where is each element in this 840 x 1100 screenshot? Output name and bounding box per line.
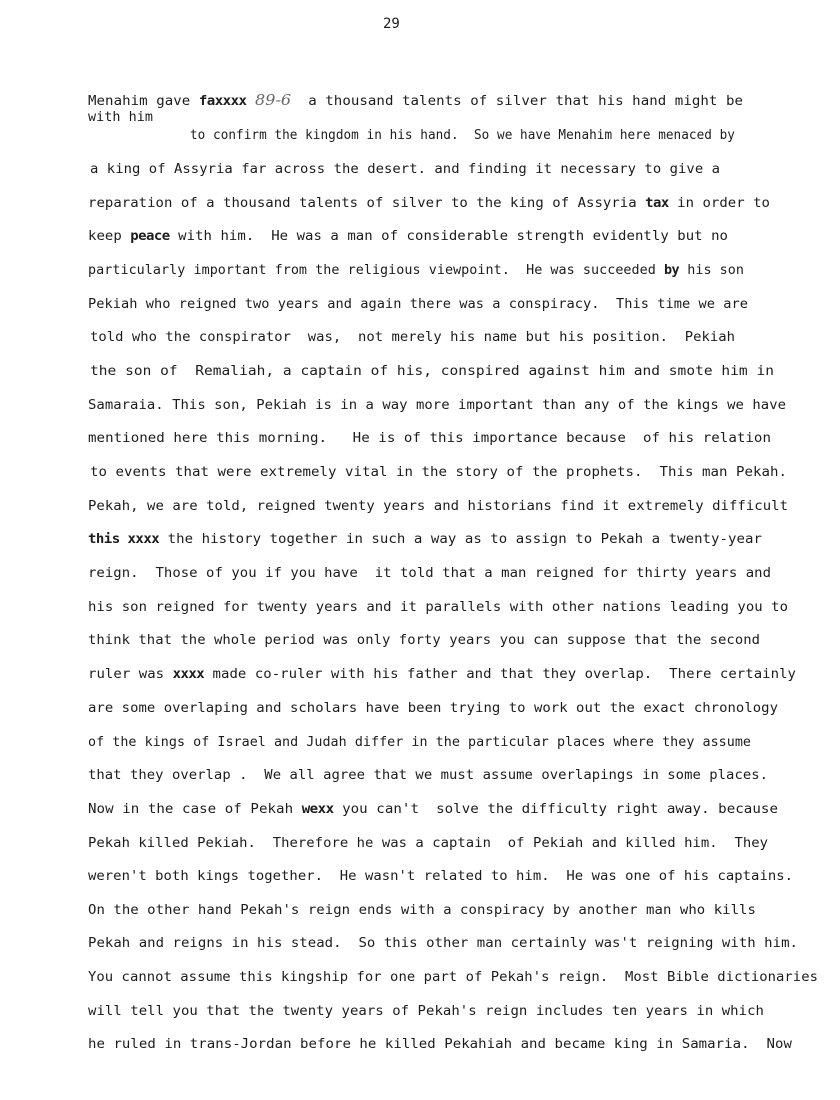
text-segment: with him. He was a man of considerable strength evidently but no — [169, 229, 729, 244]
text-line — [90, 364, 774, 380]
text-segment: you can't solve the difficulty right away. because — [333, 802, 779, 817]
text-line — [88, 499, 788, 515]
text-segment: particularly important from the religious viewpoint. He was succeeded — [88, 263, 665, 278]
text-segment: Pekah, we are told, reigned twenty years and historians find it extremely difficult — [88, 499, 789, 514]
text-line — [88, 92, 743, 110]
text-segment: Samaraia. This son, Pekiah is in a way more important than any of the kings we have — [88, 398, 787, 413]
text-segment: are some overlaping and scholars have been trying to work out the exact chronology — [88, 701, 779, 716]
struck-out-text: by — [664, 263, 680, 278]
text-line — [88, 869, 793, 885]
text-line — [88, 263, 744, 279]
struck-out-text: xxxx — [172, 667, 205, 682]
text-line — [90, 330, 735, 346]
text-line — [88, 633, 760, 649]
text-segment: a king of Assyria far across the desert. and finding it necessary to give a — [90, 162, 721, 177]
text-line — [88, 802, 778, 818]
text-segment — [246, 94, 255, 109]
text-segment: Pekiah who reigned two years and again there was a conspiracy. This time we are — [88, 297, 749, 312]
text-line — [88, 768, 768, 784]
text-line — [88, 398, 786, 414]
text-segment: Pekah killed Pekiah. Therefore he was a captain of Pekiah and killed him. They — [88, 836, 769, 851]
text-segment: reign. Those of you if you have it told that a man reigned for thirty years and — [88, 566, 772, 581]
text-line — [88, 701, 778, 717]
text-line — [190, 128, 735, 144]
text-segment: On the other hand Pekah's reign ends with a conspiracy by another man who kills — [88, 903, 756, 918]
text-segment: that they overlap . We all agree that we must assume overlapings in some places. — [88, 768, 769, 783]
text-line — [88, 836, 768, 852]
text-segment: the history together in such a way as to assign to Pekah a twenty-year — [159, 532, 763, 547]
text-line — [88, 667, 796, 683]
struck-out-text: faxxxx — [198, 94, 247, 109]
text-segment: with him — [88, 110, 154, 125]
text-segment: keep — [88, 229, 131, 244]
text-segment: to confirm the kingdom in his hand. So we have Menahim here menaced by — [190, 128, 735, 143]
text-segment: told who the conspirator was, not merely his name but his position. Pekiah — [90, 330, 735, 345]
text-line — [88, 196, 770, 212]
text-segment: ruler was — [88, 667, 173, 682]
text-segment: his son reigned for twenty years and it parallels with other nations leading you to — [88, 600, 789, 615]
text-segment: will tell you that the twenty years of Pekah's reign includes ten years in which — [88, 1004, 764, 1019]
text-line — [88, 1037, 792, 1053]
text-line — [90, 465, 787, 481]
text-segment: weren't both kings together. He wasn't related to him. He was one of his captains. — [88, 869, 794, 884]
text-line — [88, 229, 728, 245]
text-line — [88, 600, 788, 616]
page-number: 29 — [383, 16, 400, 32]
text-segment: to events that were extremely vital in the story of the prophets. This man Pekah. — [90, 465, 788, 480]
text-line — [88, 532, 762, 548]
text-segment: think that the whole period was only forty years you can suppose that the second — [88, 633, 761, 648]
text-segment: in order to — [668, 196, 770, 211]
struck-out-text: peace — [130, 229, 170, 244]
text-line — [88, 735, 751, 751]
text-line — [88, 1004, 764, 1020]
text-line — [88, 566, 771, 582]
text-line — [88, 431, 771, 447]
text-segment: mentioned here this morning. He is of this importance because of his relation — [88, 431, 772, 446]
text-segment: Pekah and reigns in his stead. So this other man certainly was't reigning with him. — [88, 936, 798, 951]
text-line — [88, 110, 153, 126]
text-segment: Now in the case of Pekah — [88, 802, 302, 817]
text-line — [88, 936, 798, 952]
text-segment: reparation of a thousand talents of silver to the king of Assyria — [88, 196, 646, 211]
text-line — [88, 970, 818, 986]
struck-out-text: wexx — [301, 802, 334, 817]
text-line — [90, 162, 720, 178]
text-segment: Menahim gave — [88, 94, 199, 109]
text-segment: a thousand talents of silver that his hand might be — [291, 94, 744, 109]
text-segment: of the kings of Israel and Judah differ in the particular places where they assume — [88, 735, 752, 750]
text-segment: his son — [679, 263, 745, 278]
text-segment: the son of Remaliah, a captain of his, conspired against him and smote him in — [90, 364, 775, 379]
struck-out-text: tax — [645, 196, 669, 211]
text-segment: made co-ruler with his father and that they overlap. There certainly — [204, 667, 797, 682]
struck-out-text: this xxxx — [88, 532, 160, 547]
text-line — [88, 903, 756, 919]
text-segment: You cannot assume this kingship for one part of Pekah's reign. Most Bible dictionaries — [88, 970, 818, 985]
text-segment: he ruled in trans-Jordan before he killed Pekahiah and became king in Samaria. Now — [88, 1037, 792, 1052]
handwritten-note: 89-6 — [255, 91, 292, 109]
text-line — [88, 297, 748, 313]
